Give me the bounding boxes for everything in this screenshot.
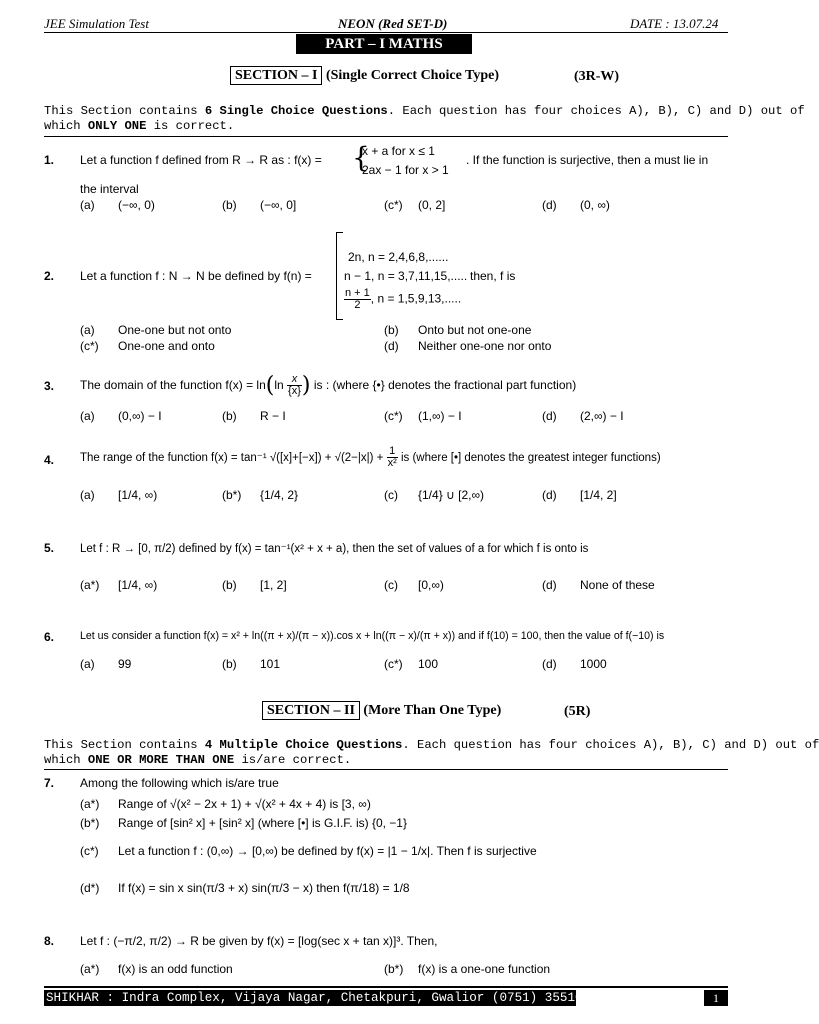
q6-number: 6.	[44, 630, 55, 644]
q1-opt-d-label: (d)	[542, 198, 557, 212]
q7-a: Range of √(x² − 2x + 1) + √(x² + 4x + 4) is [3, ∞)	[118, 797, 371, 811]
q4-opt-d: [1/4, 2]	[580, 488, 617, 502]
section1-intro-line2: which ONLY ONE is correct.	[44, 119, 235, 133]
q8-opt-b: f(x) is a one-one function	[418, 962, 551, 976]
section2-intro-line1: This Section contains 4 Multiple Choice Questions. Each question has four choices A), B), C) and D) out of	[44, 738, 819, 752]
section2-heading	[262, 703, 501, 719]
header-center: NEON (Red SET-D)	[338, 16, 448, 31]
q1-opt-a: (−∞, 0)	[118, 198, 155, 212]
q4-opt-c: {1/4} ∪ [2,∞)	[418, 488, 485, 502]
q5-opt-a-label: (a*)	[80, 578, 100, 592]
q6-opt-b: 101	[260, 657, 281, 671]
q2-bracket	[336, 232, 343, 320]
section1-label: SECTION – I	[230, 66, 322, 85]
q5-number: 5.	[44, 541, 55, 555]
q1-opt-b-label: (b)	[222, 198, 237, 212]
q4-opt-a-label: (a)	[80, 488, 95, 502]
q6-opt-d-label: (d)	[542, 657, 557, 671]
q3-opt-a: (0,∞) − I	[118, 409, 162, 423]
q6-opt-a: 99	[118, 657, 132, 671]
q5-opt-b-label: (b)	[222, 578, 237, 592]
q8-opt-a-label: (a*)	[80, 962, 100, 976]
q2-opt-d: Neither one-one nor onto	[418, 339, 552, 353]
section1-code: (3R-W)	[574, 69, 620, 84]
section1-heading	[230, 68, 499, 84]
q7-d-label: (d*)	[80, 881, 100, 895]
q3-opt-c: (1,∞) − I	[418, 409, 462, 423]
q1-opt-c-label: (c*)	[384, 198, 403, 212]
q5-opt-c: [0,∞)	[418, 578, 444, 592]
q2-opt-b-label: (b)	[384, 323, 399, 337]
q4-opt-d-label: (d)	[542, 488, 557, 502]
q6-opt-c-label: (c*)	[384, 657, 403, 671]
header-left: JEE Simulation Test	[44, 16, 149, 31]
q4-text: The range of the function f(x) = tan⁻¹ √([x]+[−x]) + √(2−|x|) + $\frac{1}{\text{x²}}$ is (where [•] denotes the greatest integer functions)	[80, 445, 661, 470]
q8-text: Let f : (−π/2, π/2) → R be given by f(x) = [log(sec x + tan x)]³. Then,	[80, 934, 438, 948]
q3-number: 3.	[44, 379, 55, 393]
q6-opt-d: 1000	[580, 657, 607, 671]
q2-opt-c-label: (c*)	[80, 339, 99, 353]
section2-type: (More Than One Type)	[363, 703, 502, 718]
footer-address: SHIKHAR : Indra Complex, Vijaya Nagar, Chetakpuri, Gwalior (0751) 3551081	[46, 991, 598, 1005]
q3-opt-a-label: (a)	[80, 409, 95, 423]
header-rule	[44, 32, 728, 33]
q3-opt-c-label: (c*)	[384, 409, 403, 423]
q1-opt-d: (0, ∞)	[580, 198, 610, 212]
section1-intro-line1: This Section contains 6 Single Choice Questions. Each question has four choices A), B), C) and D) out of	[44, 104, 805, 118]
q7-c-label: (c*)	[80, 844, 99, 858]
q8-opt-b-label: (b*)	[384, 962, 404, 976]
q2-number: 2.	[44, 269, 55, 283]
section2-code: (5R)	[564, 704, 591, 719]
q1-text-c: the interval	[80, 182, 139, 196]
section2-intro-line2: which ONE OR MORE THAN ONE is/are correct.	[44, 753, 352, 767]
q4-opt-b-label: (b*)	[222, 488, 242, 502]
q1-text-b: . If the function is surjective, then a must lie in	[466, 153, 709, 167]
q2-case1: 2n, n = 2,4,6,8,......	[348, 250, 449, 264]
q5-opt-d: None of these	[580, 578, 655, 592]
q1-opt-b: (−∞, 0]	[260, 198, 297, 212]
q1-brace: {	[352, 141, 370, 174]
q7-b: Range of [sin² x] + [sin² x] (where [•] is G.I.F. is) {0, −1}	[118, 816, 407, 830]
q8-number: 8.	[44, 934, 55, 948]
q5-text: Let f : R → [0, π/2) defined by f(x) = tan⁻¹(x² + x + a), then the set of values of a for which f is onto is	[80, 543, 589, 555]
q3-opt-b: R − I	[260, 409, 286, 423]
q1-text: Let a function f defined from R → R as : f(x) =	[80, 153, 322, 167]
header-right: DATE : 13.07.24	[630, 16, 719, 31]
q2-text-b: then, f is	[470, 269, 516, 283]
q7-b-label: (b*)	[80, 816, 100, 830]
q3-text: The domain of the function f(x) = ln(ln $\frac{x}{\{x\}}$ ) is : (where {•} denotes the fractional part function)	[80, 372, 577, 398]
q8-opt-a: f(x) is an odd function	[118, 962, 233, 976]
q2-case3: $\frac{n + 1}{2}$ , n = 1,5,9,13,.....	[345, 287, 462, 311]
q1-case2: 2ax − 1 for x > 1	[362, 163, 449, 177]
q4-opt-c-label: (c)	[384, 488, 398, 502]
q4-opt-b: {1/4, 2}	[260, 488, 299, 502]
q5-opt-a: [1/4, ∞)	[118, 578, 158, 592]
q3-opt-b-label: (b)	[222, 409, 237, 423]
q3-opt-d-label: (d)	[542, 409, 557, 423]
section2-label: SECTION – II	[262, 701, 360, 720]
q6-opt-b-label: (b)	[222, 657, 237, 671]
q4-number: 4.	[44, 453, 55, 467]
section1-rule	[44, 136, 728, 137]
q1-opt-a-label: (a)	[80, 198, 95, 212]
q2-opt-b: Onto but not one-one	[418, 323, 532, 337]
part-title: PART – I MATHS	[296, 34, 472, 54]
q2-case2: n − 1, n = 3,7,11,15,.....	[344, 269, 468, 283]
q7-text: Among the following which is/are true	[80, 776, 279, 790]
section2-rule	[44, 769, 728, 770]
section1-type: (Single Correct Choice Type)	[325, 68, 499, 83]
q7-a-label: (a*)	[80, 797, 100, 811]
q7-number: 7.	[44, 776, 55, 790]
q1-opt-c: (0, 2]	[418, 198, 446, 212]
page-number: 1	[704, 990, 728, 1006]
q3-opt-d: (2,∞) − I	[580, 409, 624, 423]
q2-opt-a-label: (a)	[80, 323, 95, 337]
q1-number: 1.	[44, 153, 55, 167]
q2-opt-a: One-one but not onto	[118, 323, 232, 337]
q6-text: Let us consider a function f(x) = x² + ln((π + x)/(π − x)).cos x + ln((π − x)/(π + x)) and if f(10) = 100, then the value of f(−10) is	[80, 630, 665, 642]
q6-opt-c: 100	[418, 657, 439, 671]
q2-text: Let a function f : N → N be defined by f(n) =	[80, 269, 312, 283]
q4-opt-a: [1/4, ∞)	[118, 488, 158, 502]
q2-opt-d-label: (d)	[384, 339, 399, 353]
q5-opt-d-label: (d)	[542, 578, 557, 592]
q1-case1: x + a for x ≤ 1	[362, 144, 435, 158]
q5-opt-c-label: (c)	[384, 578, 398, 592]
q7-c: Let a function f : (0,∞) → [0,∞) be defined by f(x) = |1 − 1/x|. Then f is surjective	[118, 844, 537, 858]
q6-opt-a-label: (a)	[80, 657, 95, 671]
q5-opt-b: [1, 2]	[260, 578, 287, 592]
q7-d: If f(x) = sin x sin(π/3 + x) sin(π/3 − x) then f(π/18) = 1/8	[118, 881, 410, 895]
footer-rule	[44, 986, 728, 988]
q2-opt-c: One-one and onto	[118, 339, 215, 353]
